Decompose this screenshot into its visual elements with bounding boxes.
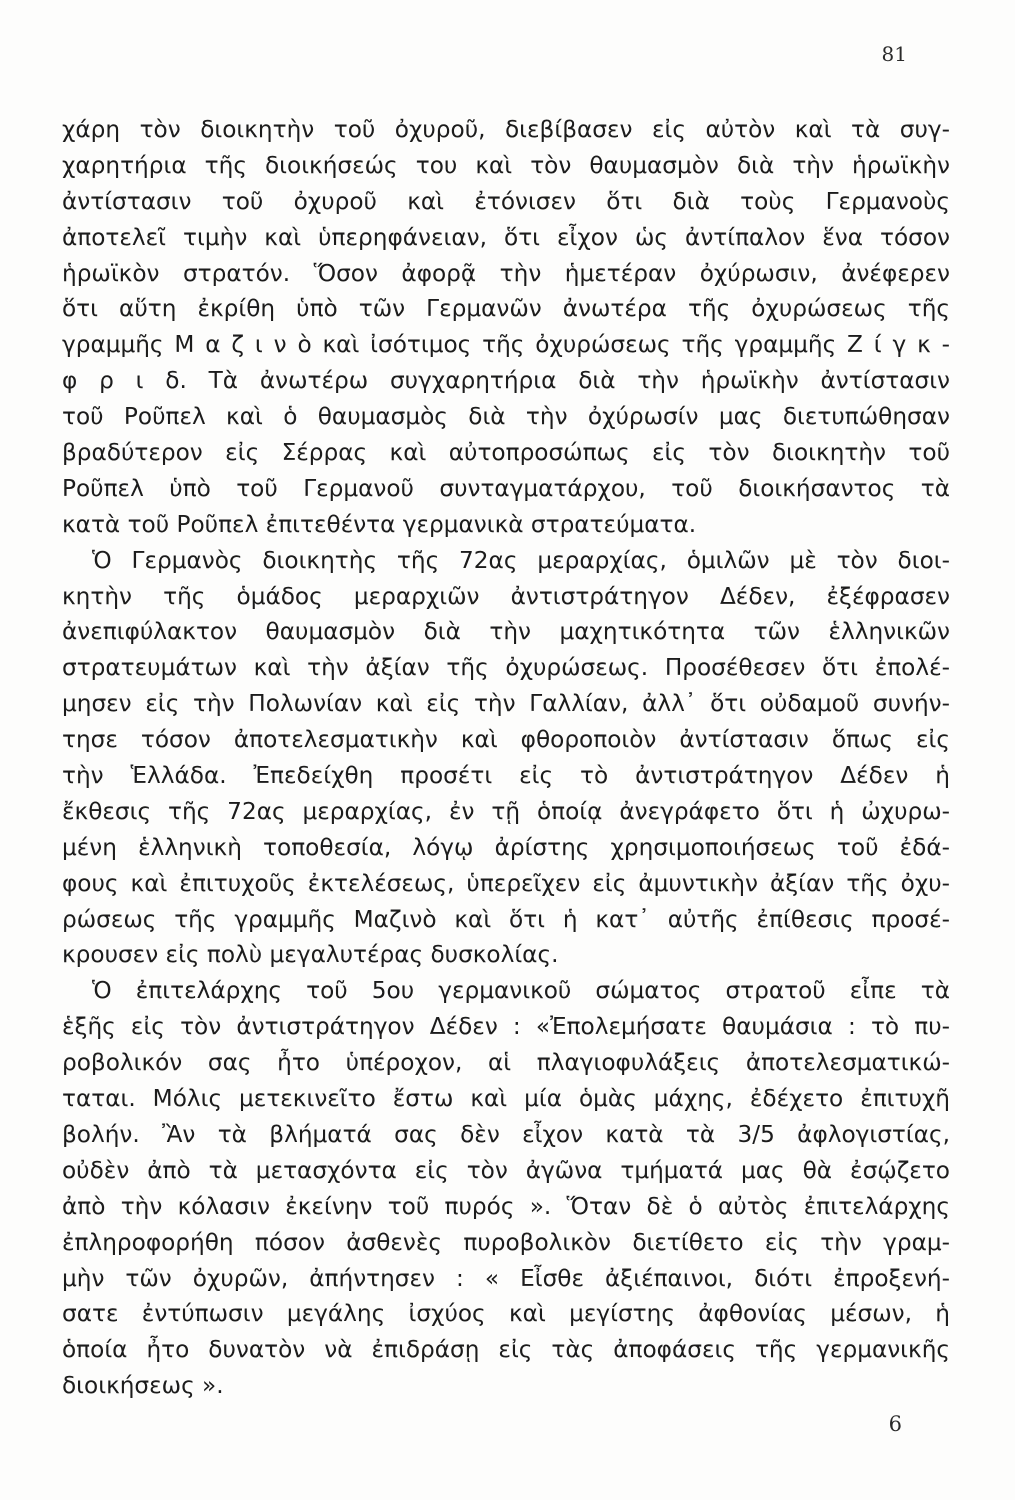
body-text [62, 112, 950, 1404]
text-line: Ροῦπελ ὑπὸ τοῦ Γερμανοῦ συνταγματάρχου, τοῦ διοικήσαντος τὰ [62, 474, 950, 502]
text-line: φους καὶ ἐπιτυχοῦς ἐκτελέσεως, ὑπερεῖχεν εἰς ἀμυντικὴν ἀξίαν τῆς ὀχυ- [62, 869, 950, 897]
text-line: Ὁ ἐπιτελάρχης τοῦ 5ου γερμανικοῦ σώματος στρατοῦ εἶπε τὰ [92, 977, 950, 1005]
text-line: Ὁ Γερμανὸς διοικητὴς τῆς 72ας μεραρχίας, ὁμιλῶν μὲ τὸν διοι- [92, 546, 950, 574]
text-line: οὐδὲν ἀπὸ τὰ μετασχόντα εἰς τὸν ἀγῶνα τμήματά μας θὰ ἐσῴζετο [62, 1156, 950, 1184]
page-number: 81 [881, 42, 907, 66]
text-line: ἐπληροφορήθη πόσον ἀσθενὲς πυροβολικὸν διετίθετο εἰς τὴν γραμ- [62, 1228, 950, 1256]
text-line: βραδύτερον εἰς Σέρρας καὶ αὐτοπροσώπως εἰς τὸν διοικητὴν τοῦ [62, 439, 950, 467]
text-line: ἡρωϊκὸν στρατόν. Ὅσον ἀφορᾷ τὴν ἡμετέραν ὀχύρωσιν, ἀνέφερεν [62, 259, 950, 287]
signature-mark: 6 [888, 1412, 902, 1436]
text-line: σατε ἐντύπωσιν μεγάλης ἰσχύος καὶ μεγίστης ἀφθονίας μέσων, ἡ [62, 1300, 950, 1328]
text-line: τοῦ Ροῦπελ καὶ ὁ θαυμασμὸς διὰ τὴν ὀχύρωσίν μας διετυπώθησαν [62, 403, 950, 431]
text-line: ρώσεως τῆς γραμμῆς Μαζινὸ καὶ ὅτι ἡ κατ᾽ αὐτῆς ἐπίθεσις προσέ- [62, 905, 950, 933]
text-line: κητὴν τῆς ὁμάδος μεραρχιῶν ἀντιστράτηγον Δέδεν, ἐξέφρασεν [62, 582, 950, 610]
text-line: μησεν εἰς τὴν Πολωνίαν καὶ εἰς τὴν Γαλλίαν, ἀλλ᾽ ὅτι οὐδαμοῦ συνήν- [62, 690, 950, 718]
text-line: μένη ἑλληνικὴ τοποθεσία, λόγῳ ἀρίστης χρησιμοποιήσεως τοῦ ἐδά- [62, 833, 950, 861]
text-line: διοικήσεως ». [62, 1372, 224, 1400]
text-line: ὁποία ἦτο δυνατὸν νὰ ἐπιδράσῃ εἰς τὰς ἀποφάσεις τῆς γερμανικῆς [62, 1336, 950, 1364]
text-line: κρουσεν εἰς πολὺ μεγαλυτέρας δυσκολίας. [62, 941, 559, 969]
text-line: χάρη τὸν διοικητὴν τοῦ ὀχυροῦ, διεβίβασεν εἰς αὐτὸν καὶ τὰ συγ- [62, 116, 950, 143]
text-line: βολήν. Ἂν τὰ βλήματά σας δὲν εἶχον κατὰ τὰ 3/5 ἀφλογιστίας, [62, 1120, 950, 1148]
text-line: χαρητήρια τῆς διοικήσεώς του καὶ τὸν θαυμασμὸν διὰ τὴν ἡρωϊκὴν [62, 151, 950, 179]
text-line: μὴν τῶν ὀχυρῶν, ἀπήντησεν : « Εἶσθε ἀξιέπαινοι, διότι ἐπροξενή- [62, 1264, 950, 1292]
text-line: στρατευμάτων καὶ τὴν ἀξίαν τῆς ὀχυρώσεως. Προσέθεσεν ὅτι ἐπολέ- [62, 654, 950, 682]
text-line: ἀπὸ τὴν κόλασιν ἐκείνην τοῦ πυρός ». Ὅταν δὲ ὁ αὐτὸς ἐπιτελάρχης [62, 1192, 950, 1220]
text-line: ἑξῆς εἰς τὸν ἀντιστράτηγον Δέδεν : «Ἐπολεμήσατε θαυμάσια : τὸ πυ- [62, 1013, 950, 1041]
text-line: ταται. Μόλις μετεκινεῖτο ἔστω καὶ μία ὁμὰς μάχης, ἐδέχετο ἐπιτυχῆ [62, 1085, 950, 1113]
text-line: ἀνεπιφύλακτον θαυμασμὸν διὰ τὴν μαχητικότητα τῶν ἑλληνικῶν [62, 618, 950, 646]
text-line: τὴν Ἑλλάδα. Ἐπεδείχθη προσέτι εἰς τὸ ἀντιστράτηγον Δέδεν ἡ [62, 762, 950, 790]
text-line: τησε τόσον ἀποτελεσματικὴν καὶ φθοροποιὸν ἀντίστασιν ὅπως εἰς [62, 726, 950, 754]
text-line: κατὰ τοῦ Ροῦπελ ἐπιτεθέντα γερμανικὰ στρατεύματα. [62, 510, 697, 538]
text-line: ἀποτελεῖ τιμὴν καὶ ὑπερηφάνειαν, ὅτι εἶχον ὡς ἀντίπαλον ἕνα τόσον [62, 223, 950, 251]
text-line: γραμμῆς Μ α ζ ι ν ὸ καὶ ἰσότιμος τῆς ὀχυρώσεως τῆς γραμμῆς Ζ ί γ κ - [62, 331, 950, 359]
text-line: ἀντίστασιν τοῦ ὀχυροῦ καὶ ἐτόνισεν ὅτι διὰ τοὺς Γερμανοὺς [62, 187, 950, 215]
text-line: ἔκθεσις τῆς 72ας μεραρχίας, ἐν τῇ ὁποίᾳ ἀνεγράφετο ὅτι ἡ ὠχυρω- [62, 797, 950, 825]
text-line: ὅτι αὕτη ἐκρίθη ὑπὸ τῶν Γερμανῶν ἀνωτέρα τῆς ὀχυρώσεως τῆς [62, 295, 950, 323]
text-line: ροβολικόν σας ἦτο ὑπέροχον, αἱ πλαγιοφυλάξεις ἀποτελεσματικώ- [62, 1049, 950, 1077]
text-line: φ ρ ι δ. Τὰ ἀνωτέρω συγχαρητήρια διὰ τὴν ἡρωϊκὴν ἀντίστασιν [62, 367, 950, 395]
